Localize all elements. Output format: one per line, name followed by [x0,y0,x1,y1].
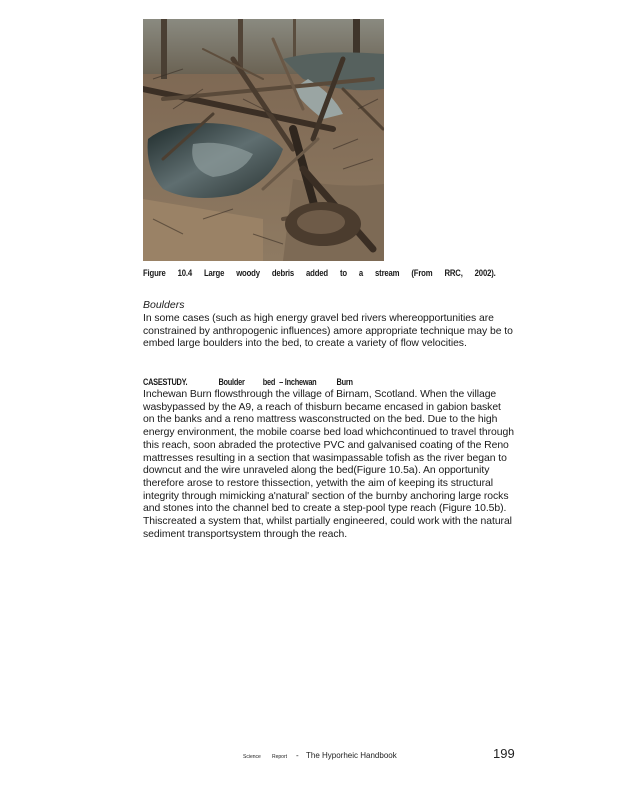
section-heading-boulders: Boulders [143,299,185,311]
figure-photo [143,19,384,261]
case-study-word-burn: Burn [336,377,353,387]
case-study-word-bed: bed [262,377,276,387]
footer-separator: - [296,751,299,760]
case-study-word-inchewan: – Inchewan [279,377,317,387]
case-study-heading [143,377,353,387]
footer-report: Report [272,754,288,760]
footer-title: The Hyporheic Handbook [306,751,397,760]
case-study-paragraph: Inchewan Burn flowsthrough the village of Birnam, Scotland. When the village wasbypassed by the A9, a reach of thisburn became encased in gabion basket on the banks and a reno mattress wasconstructed on the bed. Due to the high energy environment, the mobile coarse bed load whichcontinued to travel through this reach, soon abraded the protective PVC and galvanised coating of the Reno mattresses resulting in a section that wasimpassable tofish as the river began to downcut and the wire unraveled along the bed(Figure 10.5a). An opportunity therefore arose to restore thissection, yetwith the aim of keeping its structural integrity through mimicking a'natural' section of the burnby anchoring large rocks and stones into the channel bed to create a step-pool type reach (Figure 10.5b). Thiscreated a system that, whilst partially engineered, could work with the natural sediment transportsystem through the reach. [143,389,514,540]
case-study-word-boulder: Boulder [218,377,245,387]
case-study-label: CASESTUDY. [143,377,188,387]
woody-debris-photo [143,19,384,261]
boulders-paragraph: In some cases (such as high energy gravel bed rivers whereopportunities are constrained by anthropogenic influences) amore appropriate technique may be to embed large boulders into the bed, to create a variety of flow velocities. [143,313,513,350]
footer-science: Science [243,754,261,760]
page-footer [243,751,397,760]
figure-caption: Figure 10.4 Large woody debris added to a stream (From RRC, 2002). [143,268,496,278]
page-number: 199 [493,746,515,761]
